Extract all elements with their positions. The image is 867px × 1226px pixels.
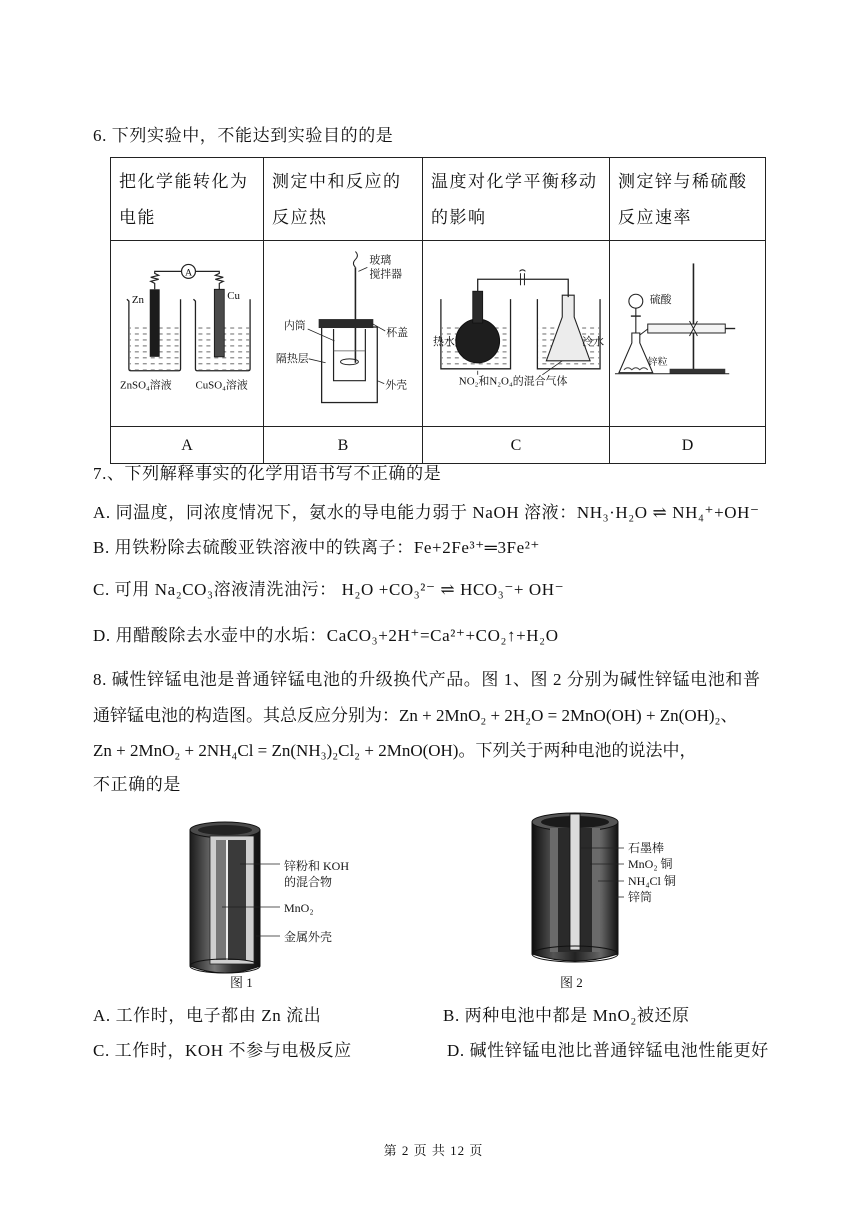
option-letter-d: D <box>610 427 766 464</box>
diagram-row <box>111 241 766 427</box>
lid-label: 杯盖 <box>386 326 409 339</box>
purpose-line: 测定锌与稀硫酸 <box>618 172 748 191</box>
reaction-rate-diagram <box>610 241 765 421</box>
fig1-label: MnO₂ <box>284 901 314 915</box>
separatory-funnel <box>629 294 643 308</box>
q7-option-c: C. 可用 Na₂CO₃溶液清洗油污： H₂O +CO₃²⁻ ⇌ HCO₃⁻+ OH⁻ <box>93 580 565 599</box>
cold-water-label: 冷水 <box>582 335 605 348</box>
page-footer: 第 2 页 共 12 页 <box>383 1143 484 1158</box>
purpose-line: 温度对化学平衡移动 <box>431 172 598 191</box>
alkaline-battery-figure <box>180 808 380 993</box>
purpose-line: 反应热 <box>272 208 328 227</box>
purpose-row <box>111 158 766 241</box>
cuso4-label: CuSO₄溶液 <box>195 379 248 392</box>
q8-stem-line: Zn + 2MnO₂ + 2NH₄Cl = Zn(NH₃)₂Cl₂ + 2MnO(OH)。下列关于两种电池的说法中， <box>93 741 697 760</box>
leader-shell <box>377 381 384 384</box>
ammeter-label: A <box>185 267 193 279</box>
q8-option-d: D. 碱性锌锰电池比普通锌锰电池性能更好 <box>447 1041 769 1060</box>
q8-stem-line: 不正确的是 <box>93 775 181 794</box>
fig2-label: 石墨棒 <box>628 841 665 855</box>
acid-label: 硫酸 <box>649 294 672 307</box>
ordinary-battery-figure <box>520 808 710 993</box>
insulation-label: 隔热层 <box>275 352 309 365</box>
zinc-electrode <box>150 289 160 357</box>
fig1-label: 锌粉和 KOH <box>284 859 349 873</box>
fig2-caption: 图 2 <box>560 975 583 990</box>
purpose-line: 的影响 <box>431 208 487 227</box>
hot-water-label: 热水 <box>432 335 455 348</box>
fig2-label: NH₄Cl 铜 <box>628 874 676 888</box>
flask-neck <box>473 291 483 323</box>
cup-lid <box>319 319 374 328</box>
q7-option-d: D. 用醋酸除去水壶中的水垢：CaCO₃+2H⁺=Ca²⁺+CO₂↑+H₂O <box>93 626 559 645</box>
separator <box>226 840 228 960</box>
option-letter-a: A <box>111 427 264 464</box>
equilibrium-diagram <box>423 241 609 421</box>
option-row <box>111 427 766 464</box>
purpose-cell-a <box>111 158 264 241</box>
connecting-tube <box>478 279 569 297</box>
q8-stem-line: 8. 碱性锌锰电池是普通锌锰电池的升级换代产品。图 1、图 2 分别为碱性锌锰电池和普 <box>93 670 761 689</box>
leader-stirrer <box>358 267 367 271</box>
mno2-layer <box>216 840 226 960</box>
purpose-line: 反应速率 <box>618 208 692 227</box>
battery-top-inner <box>198 825 252 835</box>
copper-electrode <box>214 289 224 357</box>
flask-side-tube <box>640 329 648 335</box>
q6-experiment-table <box>110 157 766 464</box>
inner-cup-label: 内筒 <box>283 320 306 333</box>
purpose-cell-c <box>423 158 610 241</box>
zinc-label: 锌粒 <box>647 356 668 368</box>
round-flask <box>456 319 500 363</box>
fig1-label: 金属外壳 <box>284 930 333 944</box>
purpose-line: 电能 <box>119 208 156 227</box>
diagram-cell-b <box>264 241 423 427</box>
option-letter-c: C <box>423 427 610 464</box>
option-letter-b: B <box>264 427 423 464</box>
inner-cup <box>334 329 366 381</box>
q7-option-b: B. 用铁粉除去硫酸亚铁溶液中的铁离子：Fe+2Fe³⁺═3Fe²⁺ <box>93 538 541 557</box>
purpose-line: 把化学能转化为 <box>119 172 249 191</box>
fig2-label: 锌筒 <box>628 890 653 904</box>
fig2-label: MnO₂ 铜 <box>628 857 673 871</box>
q8-stem-line: 通锌锰电池的构造图。其总反应分别为：Zn + 2MnO₂ + 2H₂O = 2MnO(OH) + Zn(OH)₂、 <box>93 706 738 725</box>
stirrer-handle <box>353 252 357 268</box>
zn-label: Zn <box>131 294 144 307</box>
purpose-line: 测定中和反应的 <box>272 172 402 191</box>
graphite-rod <box>570 814 580 950</box>
diagram-cell-d <box>610 241 766 427</box>
galvanic-cell-diagram <box>111 241 263 421</box>
tube-clamp <box>519 270 525 285</box>
stirrer-label-1: 玻璃 <box>369 254 392 267</box>
gas-mixture-label: NO₂和N₂O₄的混合气体 <box>458 375 568 388</box>
fig1-caption: 图 1 <box>230 975 253 990</box>
purpose-cell-b <box>264 158 423 241</box>
q7-stem: 7.、下列解释事实的化学用语书写不正确的是 <box>93 464 442 483</box>
znso4-label: ZnSO₄溶液 <box>119 379 172 392</box>
q8-option-a: A. 工作时，电子都由 Zn 流出 <box>93 1006 322 1025</box>
q6-stem: 6. 下列实验中，不能达到实验目的的是 <box>93 126 394 145</box>
cu-label: Cu <box>227 290 240 303</box>
zinc-koh-core <box>228 840 246 960</box>
stand-base <box>670 369 726 374</box>
diagram-cell-c <box>423 241 610 427</box>
q8-option-b: B. 两种电池中都是 MnO₂被还原 <box>443 1006 690 1025</box>
wire-right <box>195 271 223 289</box>
syringe-barrel <box>648 324 726 333</box>
calorimeter-diagram <box>264 241 422 421</box>
fig1-label: 的混合物 <box>284 875 333 889</box>
stirrer-label-2: 搅拌器 <box>369 268 403 281</box>
wire-left <box>151 271 182 289</box>
q8-option-c: C. 工作时，KOH 不参与电极反应 <box>93 1041 352 1060</box>
leader-insulation <box>309 359 326 363</box>
diagram-cell-a <box>111 241 264 427</box>
q7-option-a: A. 同温度，同浓度情况下，氨水的导电能力弱于 NaOH 溶液：NH₃·H₂O ⇌ NH₄⁺+OH⁻ <box>93 503 760 522</box>
purpose-cell-d <box>610 158 766 241</box>
shell-label: 外壳 <box>385 379 408 392</box>
